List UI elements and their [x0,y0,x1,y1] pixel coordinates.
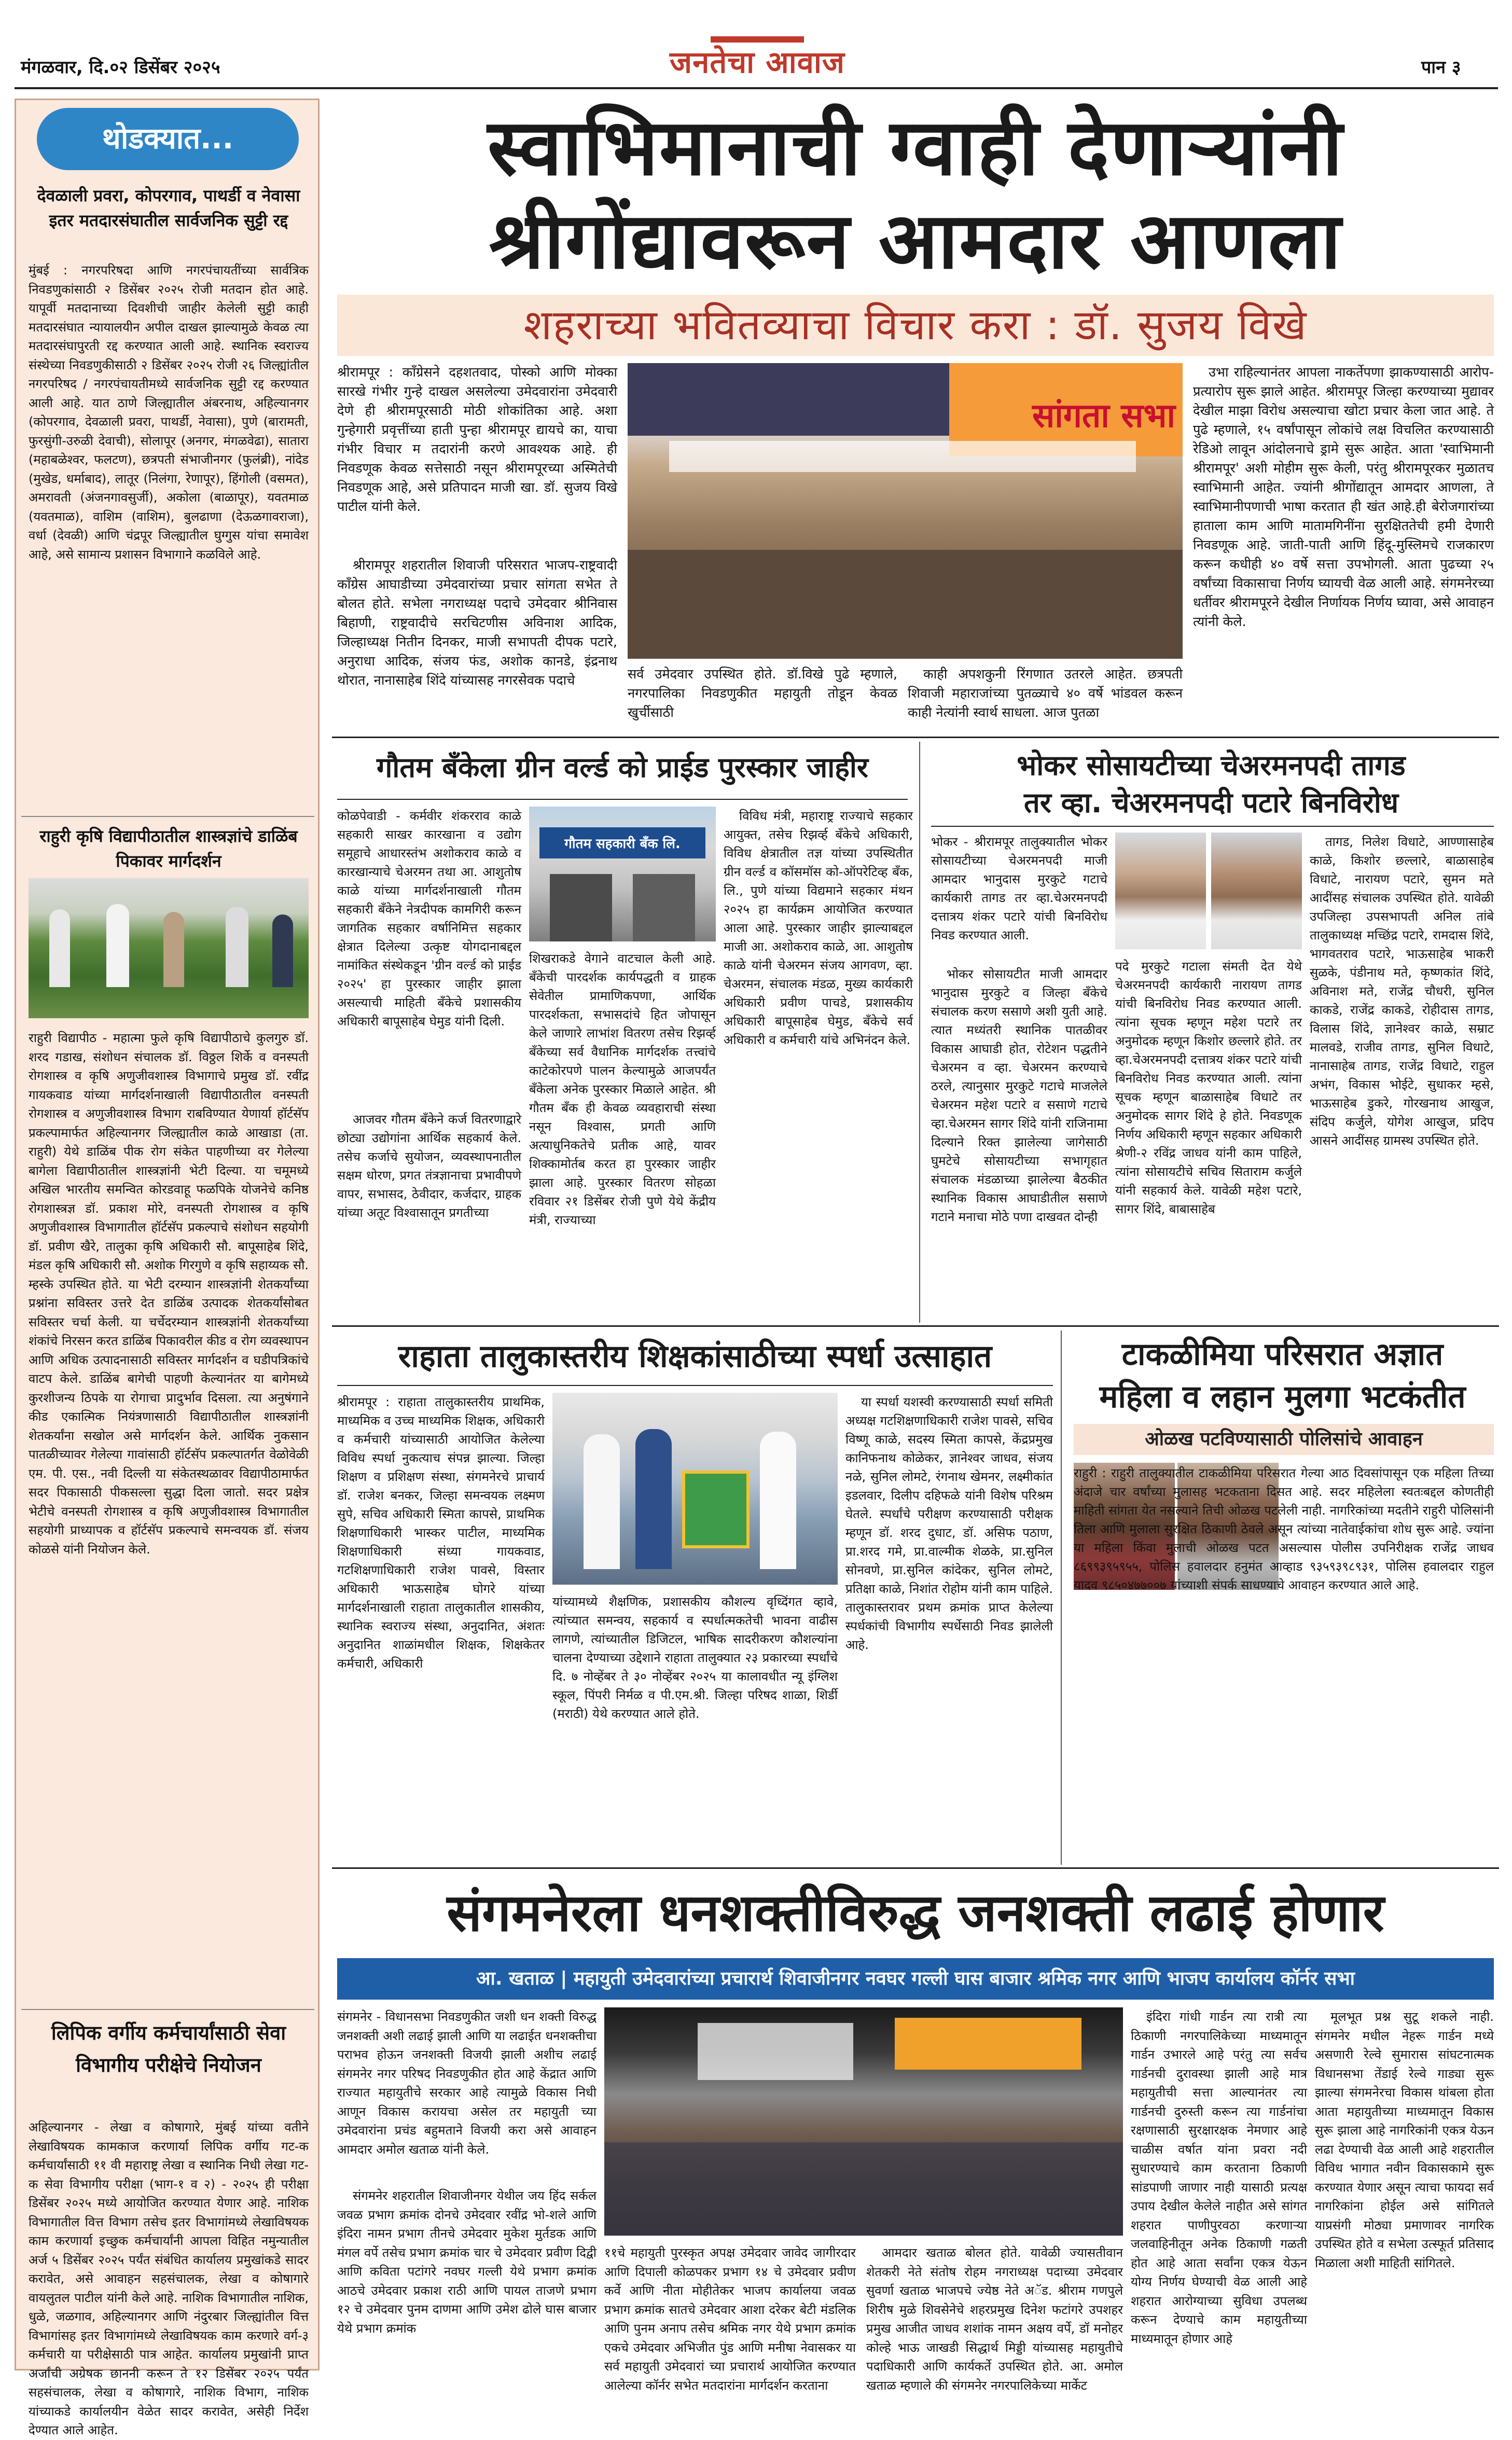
missing-headline-line2: महिला व लहान मुलगा भटकंतीत [1099,1379,1466,1415]
rahata-headline-rule [337,1385,1053,1386]
header-date: मंगळवार, दि.०२ डिसेंबर २०२५ [21,57,220,78]
sangamner-col3: आमदार खताळ बोलत होते. यावेळी ज्यासतीवान शेतकरी नेते संतोष रोहम नगराध्यक्ष पदाच्या उमेदवार सुवर्णा खताळ भाजपचे ज्येष्ठ नेते अॅड. श्रीराम गणपुले शिरीष मुळे शिवसेनेचे शहरप्रमुख दिनेश फटांगरे उपशहर प्रमुख आजीत जाधव शशांक नामन अक्षय वर्पे, डॉ मनोहर कोल्हे भाऊ जाखडी सिद्धार्थ मिड्डी यांच्यासह महायुतीचे पदाधिकारी आणि कार्यकर्ते उपस्थित होते. आ. अमोल खताळ म्हणाले की संगमनेर नगरपालिकेच्या मार्केट [866,2245,1123,2393]
masthead-logo [628,36,887,88]
bank-col1b: आजवर गौतम बँकेने कर्ज वितरणाद्वारे छोट्या उद्योगांना आर्थिक सहकार्य केले. तसेच कर्जाचे सुयोजन, व्यवस्थापनातील सक्षम धोरण, प्रगत तंत्रज्ञानाचा प्रभावीपणे वापर, सभासद, ठेवीदार, कर्जदार, ग्राहक यांच्या अतूट विश्वासातून प्रगतीच्या [337,1112,521,1220]
brief-title-2: राहुरी कृषि विद्यापीठातील शास्त्रज्ञांचे डाळिंब पिकावर मार्गदर्शन [39,826,298,871]
chairman-portrait-1 [1115,833,1206,949]
lead-col3: काही अपशकुनी रिंगणात उतरले आहेत. छत्रपती शिवाजी महाराजांच्या पुतळ्याचे ४० वर्षे भांडवल करून काही नेत्यांनी स्वार्थ साधला. आज पुतळा [908,667,1183,720]
brief-body-1: मुंबई : नगरपरिषदा आणि नगरपंचायतींच्या सार्वत्रिक निवडणुकांसाठी २ डिसेंबर २०२५ रोजी मतदान होत आहे. यापूर्वी मतदानाच्या दिवशीची जाहीर केलेली सुट्टी काही मतदारसंघात न्यायालयीन अपील दाखल झाल्यामुळे केवळ त्या मतदारसंघापुरती रद्द करण्यात आली आहे. स्थानिक स्वराज्य संस्थेच्या निवडणुकीसाठी २ डिसेंबर २०२५ रोजी २६ जिल्ह्यांतील नगरपरिषद / नगरपंचायतीमध्ये सार्वजनिक सुट्टी रद्द करण्यात आली आहे. यात ठाणे जिल्ह्यातील अंबरनाथ, अहिल्यानगर (कोपरगाव, देवळाली प्रवरा, पाथर्डी, नेवासा), पुणे (बारामती, फुरसुंगी-उरुळी देवाची), सोलापूर (अनगर, मंगळवेढा), सातारा (महाबळेश्वर, फलटण), छत्रपती संभाजीनगर (फुलंब्री), नांदेड (मुखेड, धर्माबाद), लातूर (निलंगा, रेणापूर), हिंगोली (वसमत), अमरावती (अंजनगावसुर्जी), अकोला (बाळापूर), यवतमाळ (यवतमाळ), वाशिम (वाशिम), बुलढाणा (देऊळगावराजा), वर्धा (देवळी) आणि चंद्रपूर जिल्ह्यातील घुग्गुस यांचा समावेश आहे, असे सामान्य प्रशासन विभागाने कळविले आहे. [29,263,309,562]
missing-subhead-box [1074,1424,1494,1455]
bhokar-headline-rule [931,826,1494,827]
sangamner-headline: संगमनेरला धनशक्तीविरुद्ध जनशक्ती लढाई होणार [447,1882,1384,1943]
photo-banner-text: सांगता सभा [1032,397,1176,435]
masthead-text: जनतेचा आवाज [670,45,845,80]
teachers-award-photo [552,1393,838,1585]
brief-divider-2 [21,2009,314,2010]
missing-subhead: ओळख पटविण्यासाठी पोलिसांचे आवाहन [1145,1429,1423,1450]
lead-col4: उभा राहिल्यानंतर आपला नाकर्तेपणा झाकण्यासाठी आरोप-प्रत्यारोप सुरू झाले आहेत. श्रीरामपूर जिल्हा करण्याच्या मुद्यावर देखील माझा विरोध असल्याचा खोटा प्रचार केला जात आहे. ते पुढे म्हणाले, १५ वर्षांपासून लोकांचे लक्ष विचलित करण्यासाठी रेडिओ लावून आंदोलनाचे ड्रामे सुरू आहेत. आता 'स्वाभिमानी श्रीरामपूर' अशी मोहीम सुरू केली, परंतु श्रीरामपूरकर मुळातच स्वाभिमानी आहेत. ज्यांनी श्रीगोंद्यातून आमदार आणला, ते स्वाभिमानीपणाची भाषा करतात ही खंत आहे.ही बेरोजगारांच्या हाताला काम आणि मातामगिनींना सुरक्षिततेची हमी देणारी निवडणूक आहे. जाती-पाती आणि हिंदू-मुस्लिमचे राजकारण करून कधीही ४० वर्षे सत्ता उपभोगली. आता पुढच्या २५ वर्षांच्या विकासाचा निर्णय घ्यायची वेळ आली आहे. संगमनेरच्या धर्तीवर श्रीरामपूरने देखील निर्णायक निर्णय घ्यावा, असे आवाहन त्यांनी केले. [1193,365,1494,630]
divider-rahata-missing [1061,1330,1062,1865]
divider-lead [332,737,1499,738]
brief-title-3: लिपिक वर्गीय कर्मचार्यांसाठी सेवा विभागीय परीक्षेचे नियोजन [51,2021,286,2076]
divider-bank-bhokar [919,742,920,1323]
rahata-headline: राहाता तालुकास्तरीय शिक्षकांसाठीच्या स्पर्धा उत्साहात [398,1338,992,1375]
lead-col2: सर्व उमेदवार उपस्थित होते. डॉ.विखे पुढे म्हणाले, नगरपालिका निवडणुकीत महायुती तोडून केवळ खुर्चीसाठी [628,667,897,720]
lead-headline-line2: श्रीगोंद्यावरून आमदार आणला [489,196,1342,286]
sangamner-banner-box [337,1958,1494,2000]
bank-building-photo [529,807,716,941]
divider-mid [332,1325,1499,1327]
page-header [0,0,1512,88]
bhokar-headline-line2: तर व्हा. चेअरमनपदी पटारे बिनविरोध [1023,786,1399,819]
lead-col1: श्रीरामपूर : काँग्रेसने दहशतवाद, पोस्को आणि मोक्का सारखे गंभीर गुन्हे दाखल असलेल्या उमेदवारांना उमेदवारी देणे ही श्रीरामपूरसाठी मोठी शोकांतिका आहे. अशा गुन्हेगारी प्रवृत्तींच्या हाती पुन्हा श्रीरामपूर द्यायचे का, याचा गंभीर विचार म तदारांनी करणे आवश्यक आहे. ही निवडणूक केवळ सत्तेसाठी नसून श्रीरामपूरच्या अस्मितेची निवडणूक आहे, असे प्रतिपादन माजी खा. डॉ. सुजय विखे पाटील यांनी केले. [337,365,617,515]
lead-col1b: श्रीरामपूर शहरातील शिवाजी परिसरात भाजप-राष्ट्रवादी काँग्रेस आघाडीच्या उमेदवारांच्या प्रचार सांगता सभेत ते बोलत होते. सभेला नगराध्यक्ष पदाचे उमेदवार श्रीनिवास बिहाणी, राष्ट्रवादीचे सरचिटणीस अविनाश आदिक, जिल्हाध्यक्ष नितीन दिनकर, माजी सभापती दीपक पटारे, अनुराधा आदिक, संजय फंड, अशोक कानडे, इंद्रनाथ थोरात, नानासाहेब शिंदे यांच्यासह नगरसेवक पदाचे [337,558,617,688]
chairman-portrait-2 [1211,833,1302,949]
bhokar-col3: तागड, निलेश विधाटे, आण्णासाहेब काळे, किशोर छल्लारे, बाळासाहेब विधाटे, नारायण पटारे, सुमन मते आदींसह संचालक उपस्थित होते. यावेळी उपजिल्हा उपसभापती अनिल तांबे तालुकाध्यक्ष मच्छिंद्र पटारे, रामदास शिंदे, भागवतराव पटारे, भाऊसाहेब भाकरी सुळके, पंडीनाथ मते, कृष्णकांत शिंदे, अविनाश मते, राजेंद्र चौधरी, सुनिल काकडे, राजेंद्र काकडे, रोहीदास तागड, विलास शिंदे, ज्ञानेश्वर काळे, सम्राट मालवडे, राजीव तागड, सुनिल विधाटे, नानासाहेब तागड, राजेंद्र विधाटे, राहुल अभंग, विकास भोईटे, सुधाकर म्हसे, भाऊसाहेब डुकरे, गोरखनाथ आखुज, संदिप कर्जुले, योगेश आखुज, प्रदिप आसने आदींसह ग्रामस्थ उपस्थित होते. [1310,835,1494,1148]
sangamner-banner: आ. खताळ | महायुती उमेदवारांच्या प्रचारार्थ शिवाजीनगर नवघर गल्ली घास बाजार श्रमिक नगर आणि भाजप कार्यालय कॉर्नर सभा [476,1968,1355,1989]
lead-headline-line1: स्वाभिमानाची ग्वाही देणाऱ्यांनी [487,103,1344,193]
pomegranate-field-photo [29,878,309,1018]
bhokar-headline-line1: भोकर सोसायटीच्या चेअरमनपदी तागड [1017,749,1406,782]
bhokar-col1: भोकर - श्रीरामपूर तालुक्यातील भोकर सोसायटीच्या चेअरमनपदी माजी आमदार भानुदास मुरकुटे गटाचे कार्यकारी तागड तर व्हा.चेअरमनपदी दत्तात्रय शंकर पटारे यांची बिनविरोध निवड करण्यात आली. [931,835,1107,942]
bank-col1: कोळपेवाडी - कर्मवीर शंकरराव काळे सहकारी साखर कारखाना व उद्योग समूहाचे आधारस्तंभ अशोकराव काळे व कारखान्याचे चेअरमन तथा आ. आशुतोष काळे यांच्या मार्गदर्शनाखाली गौतम सहकारी बँकेने नेत्रदीपक कामगिरी करून जागतिक सहकार वर्षानिमित्त सहकार क्षेत्रात दिलेल्या उत्कृष्ट योगदानाबद्दल नामांकित संस्थेकडून 'ग्रीन वर्ल्ड को प्राईड २०२५' हा पुरस्कार जाहीर झाला असल्याची माहिती बँकेचे प्रशासकीय अधिकारी बापूसाहेब घेमुड यांनी दिली. [337,809,521,1029]
sidebar-badge [37,108,299,170]
lead-subhead: शहराच्या भवितव्याचा विचार करा : डॉ. सुजय विखे [523,301,1308,349]
bank-col3: विविध मंत्री, महाराष्ट्र राज्याचे सहकार आयुक्त, तसेच रिझर्व्ह बँकेचे अधिकारी, विविध क्षेत्रातील तज्ञ यांच्या उपस्थितीत ग्रीन वर्ल्ड व कॉसमॉस को-ऑपरेटिव्ह बँक, लि., पुणे यांच्या विद्यमाने सहकार मंथन २०२५ हा कार्यक्रम आयोजित करण्यात आला आहे. पुरस्कार जाहीर झाल्याबद्दल माजी आ. अशोकराव काळे, आ. आशुतोष काळे यांनी चेअरमन संजय आगवण, व्हा. चेअरमन, संचालक मंडळ, मुख्य कार्यकारी अधिकारी प्रवीण पाचडे, प्रशासकीय अधिकारी बापूसाहेब घेमुड, बँकेचे सर्व अधिकारी व कर्मचारी यांचे अभिनंदन केले. [724,809,913,1047]
sangamner-col1: संगमनेर - विधानसभा निवडणुकीत जशी धन शक्ती विरुद्ध जनशक्ती अशी लढाई झाली आणि या लढाईत धनशक्तीचा पराभव होऊन जनशक्ती विजयी झाली अशीच लढाई संगमनेर नगर परिषद निवडणुकीत होत आहे केंद्रात आणि राज्यात महायुतीचे सरकार आहे त्यामुळे विकास निधी आणून विकास करायचा असेल तर महायुती च्या उमेदवारांना प्रचंड बहुमताने विजयी करा असे आवाहन आमदार अमोल खताळ यांनी केले. [337,2009,597,2157]
sangamner-col2: ११चे महायुती पुरस्कृत अपक्ष उमेदवार जावेद जागीरदार आणि दिपाली कोळपकर प्रभाग १४ चे उमेदवार प्रवीण कर्वे आणि नीता मोहीतेकर भाजप कार्यालया जवळ प्रभाग क्रमांक सातचे उमेदवार आशा दरेकर बेटी मंडलिक आणि पुनम अनाप तसेच श्रमिक नगर येथे प्रभाग क्रमांक एकचे उमेदवार अभिजीत पुंड आणि मनीषा नेवासकर या सर्व महायुती उमेदवारां च्या प्रचारार्थ आयोजित करण्यात आलेल्या कॉर्नर सभेत मतदारांना मार्गदर्शन करताना [604,2245,856,2393]
sangamner-col1b: संगमनेर शहरातील शिवाजीनगर येथील जय हिंद सर्कल जवळ प्रभाग क्रमांक दोनचे उमेदवार रवींद्र भो-शले आणि इंदिरा नामन प्रभाग तीनचे उमेदवार मुकेश मुर्तडक आणि मंगल वर्पे तसेच प्रभाग क्रमांक चार चे उमेदवार प्रवीण दिद्वी आणि कविता पटांगरे नवघर गल्ली येथे प्रभाग क्रमांक आठचे उमेदवार प्रकाश राठी आणि पायल ताजणे प्रभाग १२ चे उमेदवार पुनम दाणमा आणि उमेश ढोले घास बाजार येथे प्रभाग क्रमांक [337,2188,597,2336]
page-number: पान ३ [1421,57,1461,78]
brief-title-1: देवळाली प्रवरा, कोपरगाव, पाथर्डी व नेवासा इतर मतदारसंघातील सार्वजनिक सुट्टी रद्द [37,186,300,230]
rahata-col3: या स्पर्धा यशस्वी करण्यासाठी स्पर्धा समिती अध्यक्ष गटशिक्षणाधिकारी राजेश पावसे, सचिव विष्णू काळे, सदस्य स्मिता कापसे, केंद्रप्रमुख कानिफनाथ कोळेकर, ज्ञानेश्वर जाधव, संजय नळे, सुनिल लोमटे, रंगनाथ खेमनर, लक्ष्मीकांत इडलवार, दिलीप दहिफळे यांनी विशेष परिश्रम घेतले. स्पर्धांचे परीक्षण करण्यासाठी परीक्षक म्हणून डॉ. शरद दुधाट, डॉ. असिफ पठाण, प्रा.शरद गमे, प्रा.वाल्मीक शेळके, प्रा.सुनिल सोनवणे, प्रा.सुनिल कांदेकर, सुनिल लोमटे, प्रतिक्षा काळे, निशांत रोहोम यांनी काम पाहिले. तालुकास्तरावर प्रथम क्रमांक प्राप्त केलेल्या स्पर्धकांची विभागीय स्पर्धेसाठी निवड झालेली आहे. [845,1395,1053,1652]
brief-divider-1 [21,816,314,817]
missing-body: राहुरी : राहुरी तालुक्यातील टाकळीमिया परिसरात गेल्या आठ दिवसांपासून एक महिला तिच्या अंदाजे चार वर्षांच्या मुलासह भटकताना दिसत आहे. सदर महिलेला स्वतःबद्दल कोणतीही माहिती सांगता येत नसल्याने तिची ओळख पटलेली नाही. नागरिकांच्या मदतीने राहुरी पोलिसांनी तिला आणि मुलाला सुरक्षित ठिकाणी ठेवले असून त्यांच्या नातेवाईकांचा शोध सुरू आहे. ज्यांना या महिला किंवा मुलाची ओळख पटत असल्यास पोलीस उपनिरीक्षक राजेंद्र जाधव ८६९९३९५९५५, पोलिस हवालदार हनुमंत आव्हाड ९३५९३९८९३१, पोलिस हवालदार राहुल यादव ९८५०४७७००७ यांच्याशी संपर्क साधण्याचे आवाहन करण्यात आले आहे. [1074,1466,1494,1592]
bank-sign-text: गौतम सहकारी बँक लि. [564,836,681,852]
brief-body-3: अहिल्यानगर - लेखा व कोषागारे, मुंबई यांच्या वतीने लेखाविषयक कामकाज करणार्या लिपिक वर्गीय गट-क कर्मचार्यांसाठी ११ वी महाराष्ट्र लेखा व स्थानिक निधी लेखा गट-क सेवा विभागीय परीक्षा (भाग-१ व २) - २०२५ ही परीक्षा डिसेंबर २०२५ मध्ये आयोजित करण्यात येणार आहे. नाशिक विभागातील वित्त विभाग तसेच इतर विभागांमध्ये लेखाविषयक काम करणार्या इच्छुक कर्मचार्यांनी आपला विहित नमुन्यातील अर्ज ५ डिसेंबर २०२५ पर्यंत संबंधित कार्यालय प्रमुखांकडे सादर करावेत, असे आवाहन सहसंचालक, लेखा व कोषागारे वायलुतल पाटील यांनी केले आहे. नाशिक विभागातील नाशिक, धुळे, जळगाव, अहिल्यानगर आणि नंदुरबार जिल्ह्यांतील वित्त विभागांसह इतर विभागांमध्ये लेखाविषयक काम करणारे वर्ग-३ कर्मचारी या परीक्षेसाठी पात्र आहेत. कार्यालय प्रमुखांनी प्राप्त अर्जांची अग्रेषक छाननी करून ते १२ डिसेंबर २०२५ पर्यंत सहसंचालक, लेखा व कोषागारे, नाशिक विभाग, नाशिक यांच्याकडे कार्यालयीन वेळेत सादर करावेत, असेही निर्देश देण्यात आले आहेत. [29,2120,309,2437]
rahata-col1: श्रीरामपूर : राहाता तालुकास्तरीय प्राथमिक, माध्यमिक व उच्च माध्यमिक शिक्षक, अधिकारी व कर्मचारी यांच्यासाठी आयोजित केलेल्या विविध स्पर्धा नुकत्याच संपन्न झाल्या. जिल्हा शिक्षण व प्रशिक्षण संस्था, संगमनेरचे प्राचार्य डॉ. राजेश बनकर, जिल्हा समन्वयक लक्ष्मण सुपे, सचिव अधिकारी स्मिता कापसे, प्राथमिक शिक्षणाधिकारी भास्कर पाटील, माध्यमिक शिक्षणाधिकारी संध्या गायकवाड, गटशिक्षणाधिकारी राजेश पावसे, विस्तार अधिकारी भाऊसाहेब घोगरे यांच्या मार्गदर्शनाखाली राहाता तालुकातील शासकीय, स्थानिक स्वराज्य संस्था, अनुदानित, अंशतः अनुदानित शाळांमधील शिक्षक, शिक्षकेतर कर्मचारी, अधिकारी [337,1395,545,1671]
rally-stage-photo [628,363,1183,659]
divider-lower [332,1867,1499,1869]
lead-subhead-box [337,295,1494,356]
sidebar-badge-label: थोडक्यात... [102,122,233,156]
bhokar-col1b: भोकर सोसायटीत माजी आमदार भानुदास मुरकुटे व जिल्हा बँकेचे संचालक करण ससाणे अशी युती आहे. त्यात मध्यंतरी स्थानिक पातळीवर विकास आघाडी होत, रोटेशन पद्धतीने चेअरमन व व्हा. चेअरमन करण्याचे ठरले, त्यानुसार मुरकुटे गटाचे माजलेले चेअरमन महेश पटारे व ससाणे गटाचे व्हा.चेअरमन सागर शिंदे यांनी राजिनामा दिल्याने रिक्त झालेल्या जागेसाठी घुमटेचे सोसायटीच्या सभागृहात संचालक मंडळाच्या झालेल्या बैठकीत स्थानिक विकास आघाडीतील ससाणे गटाने मनाचा मोठे पणा दाखवत दोन्ही [931,967,1107,1224]
brief-body-2: राहुरी विद्यापीठ - महात्मा फुले कृषि विद्यापीठाचे कुलगुरु डॉ. शरद गडाख, संशोधन संचालक डॉ. विठ्ठल शिर्के व वनस्पती रोगशास्त्र व कृषि अणुजीवशास्त्र विभागाचे प्रमुख डॉ. रवींद्र गायकवाड यांच्या मार्गदर्शनाखाली विद्यापीठातील वनस्पती रोगशास्त्र व अणुजीवशास्त्र विभाग राबविण्यात येणार्या हॉर्टसॅप प्रकल्पामार्फत अहिल्यानगर जिल्ह्यातील काळे आखाडा (ता. राहुरी) येथे डाळिंब पीक रोग संकेत पाहणीच्या वर गेलेल्या बागेला विद्यापीठातील शास्त्रज्ञांनी भेटी दिल्या. या चमूमध्ये अखिल भारतीय समन्वित कोरडवाहू फळपिके योजनेचे कनिष्ठ रोगशास्त्रज्ञ डॉ. प्रकाश मोरे, वनस्पती रोगशास्त्र व कृषि अणुजीवशास्त्र विभागातील हॉर्टसॅप प्रकल्पाचे संशोधन सहयोगी डॉ. प्रवीण खैरे, तालुका कृषि अधिकारी सौ. बापूसाहेब शिंदे, मंडल कृषि अधिकारी सौ. अशोक गिरगुणे व कृषि सहाय्यक सौ. म्हस्के उपस्थित होते. या भेटी दरम्यान शास्त्रज्ञांनी शेतकर्यांच्या प्रश्नांना सविस्तर उत्तरे देत डाळिंब उत्पादक शेतकर्यांसोबत सविस्तर चर्चा केली. या चर्चेदरम्यान शास्त्रज्ञांनी शेतकर्यांच्या शंकांचे निरसन करत डाळिंब पिकावरील कीड व रोग व्यवस्थापन आणि अधिक उत्पादनासाठी सविस्तर मार्गदर्शन व घडीपत्रिकांचे वाटप केले. डाळिंब बागेची पाहणी केल्यानंतर या बागेमध्ये कुरशीजन्य ठिपके या रोगाचा प्रादुर्भाव दिसला. त्या अनुषंगाने कीड एकात्मिक नियंत्रणासाठी विद्यापीठातील शास्त्रज्ञांनी शेतकर्यांना सखोल असे मार्गदर्शन केले. आर्थिक नुकसान पातळीच्यावर गेलेल्या गावांसाठी हॉर्टसॅप प्रकल्पातर्गत वेळोवेळी एम. पी. एस., नवी दिल्ली या संकेतस्थळावर विद्यापीठामार्फत सदर पिकासाठी पीकसल्ला सुद्धा दिला जातो. सदर प्रक्षेत्र भेटीचे वनस्पती रोगशास्त्र व कृषि अणुजीवशास्त्र विभागातील सहयोगी प्राध्यापक व हॉर्टसॅप प्रकल्पाचे समन्वयक डॉ. संजय कोळसे यांनी नियोजन केले. [29,1031,309,1557]
missing-headline-line1: टाकळीमिया परिसरात अज्ञात [1121,1336,1444,1372]
bank-headline: गौतम बँकेला ग्रीन वर्ल्ड को प्राईड पुरस्कार जाहीर [377,751,868,784]
sangamner-col4: इंदिरा गांधी गार्डन त्या रात्री त्या ठिकाणी नगरपालिकेच्या माध्यमातून गार्डन उभारले आहे परंतु त्या सर्वच गार्डनची दुरावस्था झाली आहे मात्र महायुतीची सत्ता आल्यानंतर त्या गार्डनची दुरुस्ती करून त्या गार्डनांचा रक्षणासाठी सुरक्षारक्षक नेमणार आहे चाळीस वर्षात यांना प्रवरा नदी सुधारण्याचे काम करताना ठिकाणी सांडपाणी जाणार नाही यासाठी प्रत्यक्ष उपाय देखील केलेले नाहीत असे सांगत शहरात पाणीपुरवठा करणाऱ्या जलवाहिनीतून अनेक ठिकाणी गळती होत आहे आता सर्वांना एकत्र येऊन योग्य निर्णय घेण्याची वेळ आली आहे शहरात आरोग्याच्या सुविधा उपलब्ध करून देण्याचे काम महायुतीच्या माध्यमातून होणार आहे [1131,2009,1307,2346]
corner-meeting-photo [604,2007,1123,2236]
bank-col2: शिखराकडे वेगाने वाटचाल केली आहे. बँकेची पारदर्शक कार्यपद्धती व ग्राहक सेवेतील प्रामाणिकपणा, आर्थिक पारदर्शकता, सभासदांचे हित जोपासून केले जाणारे लाभांश वितरण तसेच रिझर्व्ह बँकेच्या सर्व वैधानिक मार्गदर्शक तत्त्वांचे काटेकोरपणे पालन केल्यामुळे आजपर्यंत बँकेला अनेक पुरस्कार मिळाले आहेत. श्री गौतम बँक ही केवळ व्यवहाराची संस्था नसून विश्वास, प्रगती आणि अत्याधुनिकतेचे प्रतीक आहे, यावर शिक्कामोर्तब करत हा पुरस्कार जाहीर झाला आहे. पुरस्कार वितरण सोहळा रविवार २१ डिसेंबर रोजी पुणे येथे केंद्रीय मंत्री, राज्याच्या [529,951,716,1227]
header-rule [15,87,1498,89]
bank-headline-rule [337,799,908,800]
sangamner-col5: मूलभूत प्रश्न सुटू शकले नाही. संगमनेर मधील नेहरू गार्डन मध्ये असणारी रेल्वे सुमारास सांघटनात्मक विधानसभा तेंडाई रेल्वे गाड्या सुरू झाल्या संगमनेरचा विकास थांबला होता आता महायुतीच्या माध्यमातून विकास सुरू झाला आहे नागरिकांनी एकत्र येऊन लढा देण्याची वेळ आली आहे शहरातील विविध भागात नवीन विकासकामे सुरू करण्यात येणार असून त्याचा फायदा सर्व नागरिकांना होईल असे सांगितले याप्रसंगी मोठ्या प्रमाणावर नागरिक उपस्थित होते व सभेला उत्स्फूर्त प्रतिसाद मिळाला अशी माहिती सांगितले. [1315,2009,1494,2270]
sidebar-briefs [15,99,320,2437]
rahata-col2: यांच्यामध्ये शैक्षणिक, प्रशासकीय कौशल्य वृध्दिंगत व्हावे, त्यांच्यात समन्वय, सहकार्य व स्पर्धात्मकतेची भावना वाढीस लागणे, त्यांच्यातील डिजिटल, भाषिक सादरीकरण कौशल्यांना चालना देण्याच्या उद्देशाने राहाता तालुक्यात २३ प्रकारच्या स्पर्धांचे दि. ७ नोव्हेंबर ते ३० नोव्हेंबर २०२५ या कालावधीत न्यू इंग्लिश स्कूल, पिंपरी निर्मळ व पी.एम.श्री. जिल्हा परिषद शाळा, शिर्डी (मराठी) येथे करण्यात आले होते. [552,1595,838,1721]
bhokar-col2: पदे मुरकुटे गटाला संमती देत येथे चेअरमनपदी कार्यकारी नारायण तागड यांची बिनविरोध निवड करण्यात आली. त्यांना सूचक म्हणून महेश पटारे तर अनुमोदक म्हणून किशोर छल्लारे होते. तर व्हा.चेअरमनपदी दत्तात्रय शंकर पटारे यांची बिनविरोध निवड करण्यात आली. त्यांना सूचक म्हणून बाळासाहेब विधाटे तर अनुमोदक सागर शिंदे हे होते. निवडणूक निर्णय अधिकारी म्हणून सहकार अधिकारी श्रेणी-२ रविंद्र जाधव यांनी काम पाहिले, त्यांना सोसायटीचे सचिव सिताराम कर्जुले यांनी सहकार्य केले. यावेळी महेश पटारे, सागर शिंदे, बाबासाहेब [1115,959,1302,1216]
